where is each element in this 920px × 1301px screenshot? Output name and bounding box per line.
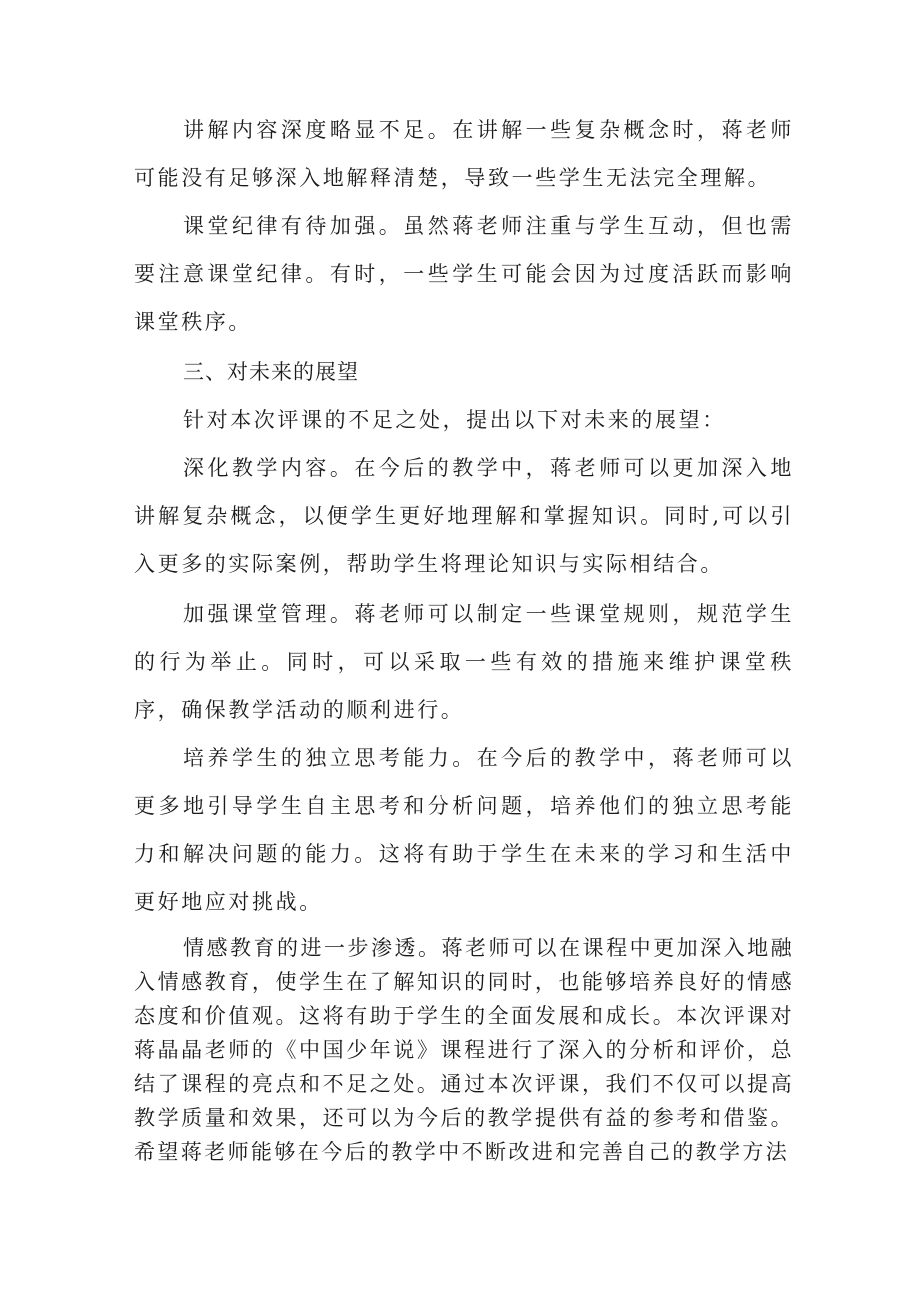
paragraph-classroom-discipline: 课堂纪律有待加强。虽然蒋老师注重与学生互动，但也需要注意课堂纪律。有时，一些学生可能会因为过度活跃而影响课堂秩序。 — [134, 214, 794, 334]
paragraph-deepen-content: 深化教学内容。在今后的教学中，蒋老师可以更加深入地讲解复杂概念，以便学生更好地理解和掌握知识。同时,可以引入更多的实际案例，帮助学生将理论知识与实际相结合。 — [134, 456, 794, 576]
paragraph-outlook-intro: 针对本次评课的不足之处，提出以下对未来的展望： — [183, 408, 726, 432]
paragraph-classroom-management: 加强课堂管理。蒋老师可以制定一些课堂规则，规范学生的行为举止。同时，可以采取一些有效的措施来维护课堂秩序，确保教学活动的顺利进行。 — [134, 602, 794, 722]
section-heading-future-outlook: 三、对未来的展望 — [183, 360, 359, 384]
paragraph-depth-insufficient: 讲解内容深度略显不足。在讲解一些复杂概念时，蒋老师可能没有足够深入地解释清楚，导致一些学生无法完全理解。 — [134, 118, 794, 190]
paragraph-independent-thinking: 培养学生的独立思考能力。在今后的教学中，蒋老师可以更多地引导学生自主思考和分析问题，培养他们的独立思考能力和解决问题的能力。这将有助于学生在未来的学习和生活中更好地应对挑战。 — [134, 746, 794, 914]
paragraph-emotional-education: 情感教育的进一步渗透。蒋老师可以在课程中更加深入地融入情感教育，使学生在了解知识的同时，也能够培养良好的情感态度和价值观。这将有助于学生的全面发展和成长。本次评课对蒋晶晶老师的《中国少年说》课程进行了深入的分析和评价，总结了课程的亮点和不足之处。通过本次评课，我们不仅可以提高教学质量和效果，还可以为今后的教学提供有益的参考和借鉴。希望蒋老师能够在今后的教学中不断改进和完善自己的教学方法 — [134, 936, 794, 1164]
